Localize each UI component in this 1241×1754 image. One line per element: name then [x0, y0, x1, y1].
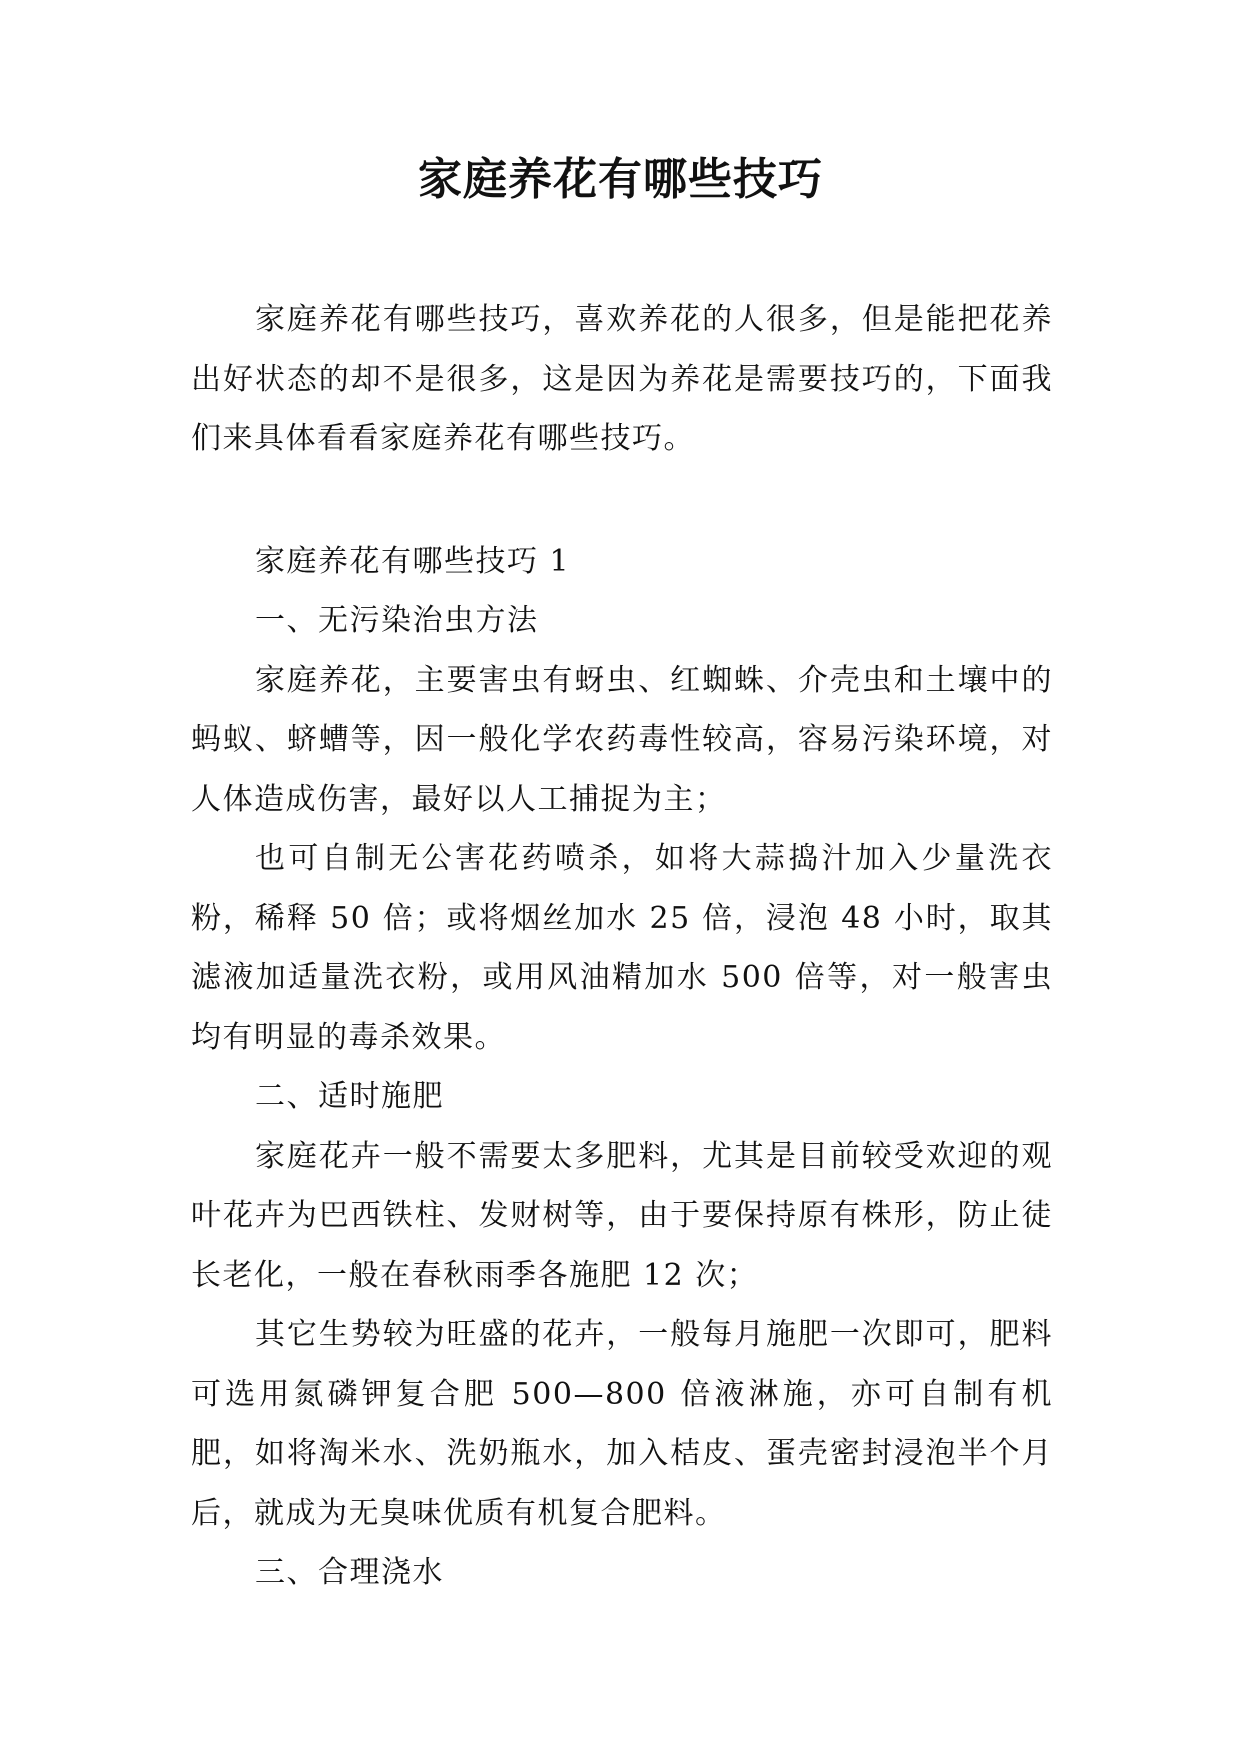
- subheading-pest-control: 一、无污染治虫方法: [255, 603, 539, 638]
- document-body: [191, 290, 1053, 1603]
- section-heading: 家庭养花有哪些技巧 1: [255, 543, 571, 579]
- paragraph-fertilizer-types: 其它生势较为旺盛的花卉，一般每月施肥一次即可，肥料可选用氮磷钾复合肥 500—800 倍液淋施，亦可自制有机肥，如将淘米水、洗奶瓶水，加入桔皮、蛋壳密封浸泡半个月后，就成为无臭味优质有机复合肥料。: [191, 1317, 1053, 1531]
- intro-paragraph: 家庭养花有哪些技巧，喜欢养花的人很多，但是能把花养出好状态的却不是很多，这是因为养花是需要技巧的，下面我们来具体看看家庭养花有哪些技巧。: [191, 302, 1053, 456]
- subheading-fertilizing: 二、适时施肥: [255, 1079, 444, 1114]
- paragraph-fertilizer-amount: 家庭花卉一般不需要太多肥料，尤其是目前较受欢迎的观叶花卉为巴西铁柱、发财树等，由于要保持原有株形，防止徒长老化，一般在春秋雨季各施肥 12 次；: [191, 1138, 1053, 1293]
- subheading-watering: 三、合理浇水: [255, 1555, 444, 1590]
- paragraph-homemade-pesticide: 也可自制无公害花药喷杀，如将大蒜捣汁加入少量洗衣粉，稀释 50 倍；或将烟丝加水 25 倍，浸泡 48 小时，取其滤液加适量洗衣粉，或用风油精加水 500 倍等，对一般害虫均有明显的毒杀效果。: [191, 841, 1053, 1055]
- paragraph-spacer: [191, 469, 1053, 532]
- document-title: 家庭养花有哪些技巧: [418, 154, 823, 205]
- paragraph-pests: 家庭养花，主要害虫有蚜虫、红蜘蛛、介壳虫和土壤中的蚂蚁、蛴螬等，因一般化学农药毒性较高，容易污染环境，对人体造成伤害，最好以人工捕捉为主；: [191, 662, 1053, 817]
